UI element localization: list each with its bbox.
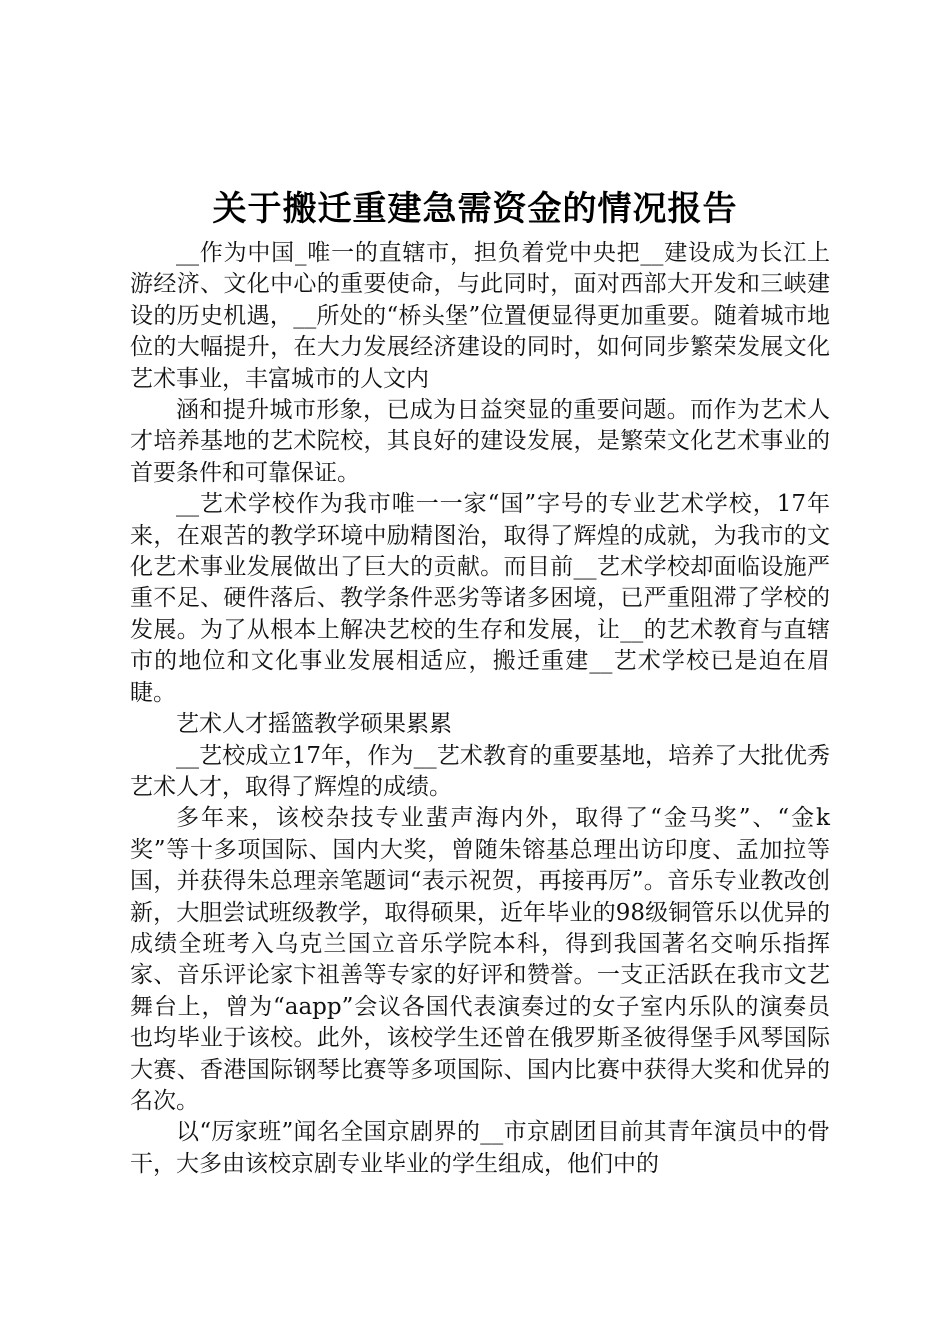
paragraph-4: __艺校成立17年，作为__艺术教育的重要基地，培养了大批优秀艺术人才，取得了辉煌的成绩。 [130,742,830,800]
paragraph-6: 以“厉家班”闻名全国京剧界的__市京剧团目前其青年演员中的骨干，大多由该校京剧专业毕业的学生组成，他们中的 [130,1119,830,1177]
section-heading: 艺术人才摇篮教学硕果累累 [176,711,452,738]
document-body [130,238,830,1180]
paragraph-2: 涵和提升城市形象，已成为日益突显的重要问题。而作为艺术人才培养基地的艺术院校，其良好的建设发展，是繁荣文化艺术事业的首要条件和可靠保证。 [130,397,830,486]
paragraph-1: __作为中国_唯一的直辖市，担负着党中央把__建设成为长江上游经济、文化中心的重要使命，与此同时，面对西部大开发和三峡建设的历史机遇，__所处的“桥头堡”位置便显得更加重要。随着城市地位的大幅提升，在大力发展经济建设的同时，如何同步繁荣发展文化艺术事业，丰富城市的人文内 [130,240,830,392]
document-title: 关于搬迁重建急需资金的情况报告 [212,189,738,229]
paragraph-3: __艺术学校作为我市唯一一家“国”字号的专业艺术学校，17年来，在艰苦的教学环境中励精图治，取得了辉煌的成就，为我市的文化艺术事业发展做出了巨大的贡献。而目前__艺术学校却面临设施严重不足、硬件落后、教学条件恶劣等诸多困境，已严重阻滞了学校的发展。为了从根本上解决艺校的生存和发展，让__的艺术教育与直辖市的地位和文化事业发展相适应，搬迁重建__艺术学校已是迫在眉睫。 [130,491,830,706]
paragraph-5: 多年来，该校杂技专业蜚声海内外，取得了“金马奖”、“金k奖”等十多项国际、国内大奖，曾随朱镕基总理出访印度、孟加拉等国，并获得朱总理亲笔题词“表示祝贺，再接再厉”。音乐专业教改创新，大胆尝试班级教学，取得硕果，近年毕业的98级铜管乐以优异的成绩全班考入乌克兰国立音乐学院本科，得到我国著名交响乐指挥家、音乐评论家卞祖善等专家的好评和赞誉。一支正活跃在我市文艺舞台上，曾为“aapp”会议各国代表演奏过的女子室内乐队的演奏员也均毕业于该校。此外，该校学生还曾在俄罗斯圣彼得堡手风琴国际大赛、香港国际钢琴比赛等多项国际、国内比赛中获得大奖和优异的名次。 [130,805,830,1114]
